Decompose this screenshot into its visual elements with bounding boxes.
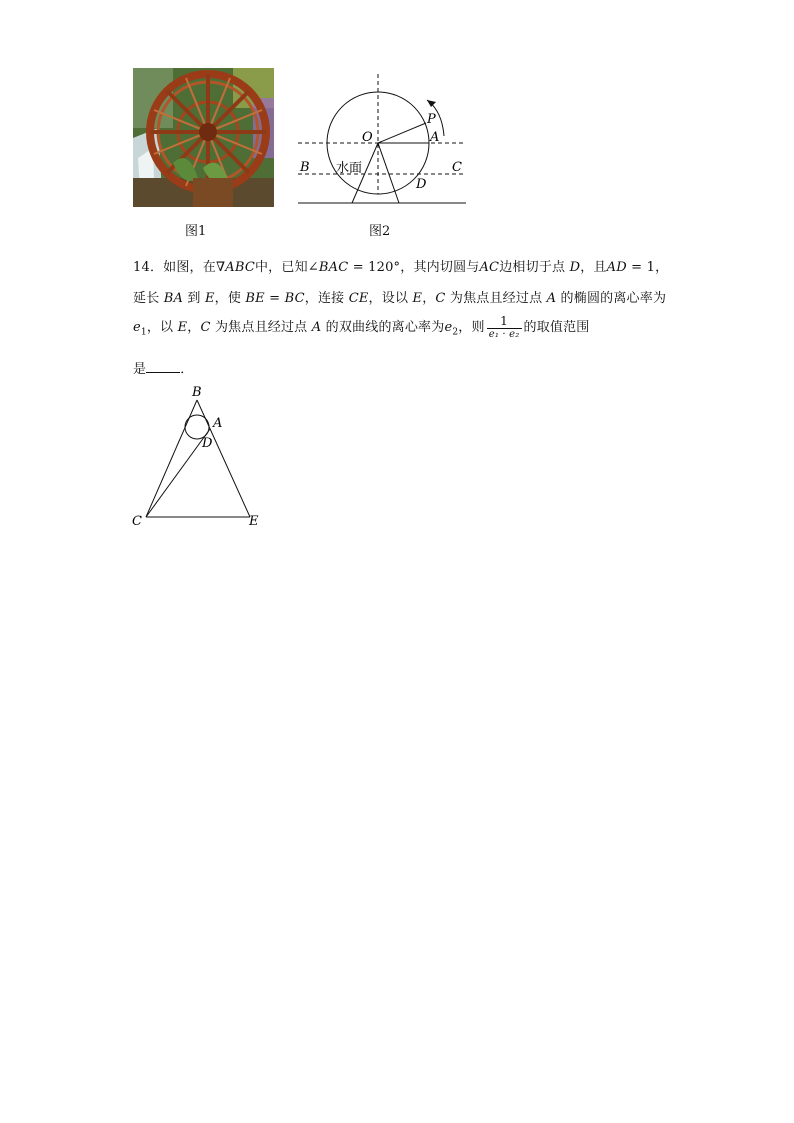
question-line-4: 是 ． <box>133 362 194 377</box>
figure-2-caption: 图2 <box>369 224 391 239</box>
label-c: C <box>452 160 462 175</box>
question-number: 14． <box>133 260 164 275</box>
figure-2-diagram <box>290 66 470 212</box>
label-p: P <box>427 112 436 127</box>
label-c: C <box>132 514 142 529</box>
rotation-arrowhead <box>427 100 436 107</box>
label-d: D <box>202 436 213 451</box>
fraction: $\frac{1}{\text{e₁ · e₂}}$ <box>488 314 520 340</box>
water-wheel-photo <box>133 68 274 207</box>
label-d: D <box>416 177 427 192</box>
label-b: B <box>192 385 202 400</box>
label-o: O <box>362 130 373 145</box>
radius-op <box>378 123 426 143</box>
label-b: B <box>300 160 310 175</box>
question-line-3: $e_1$，以 E，C 为焦点且经过点 A 的双曲线的离心率为$e_2$，则 $\frac{1}{\text{e₁ · e₂}}$ 的取值范围 <box>133 314 590 340</box>
label-water-surface: 水面 <box>336 161 363 176</box>
water-wheel-drawing <box>133 68 274 207</box>
label-e: E <box>249 514 259 529</box>
label-a: A <box>430 130 440 145</box>
question-line-2: 延长 BA 到 E，使 BE = BC，连接 CE，设以 E，C 为焦点且经过点 A 的椭圆的离心率为 <box>133 291 667 306</box>
triangle-diagram <box>128 382 268 536</box>
side-ca <box>146 429 210 517</box>
figure-1-caption: 图1 <box>185 224 207 239</box>
answer-blank[interactable] <box>146 360 180 373</box>
label-a: A <box>213 416 223 431</box>
question-line-1: 14．如图，在∇ABC中，已知∠BAC = 120°，其内切圆与AC边相切于点 D，且AD = 1， <box>133 260 669 275</box>
